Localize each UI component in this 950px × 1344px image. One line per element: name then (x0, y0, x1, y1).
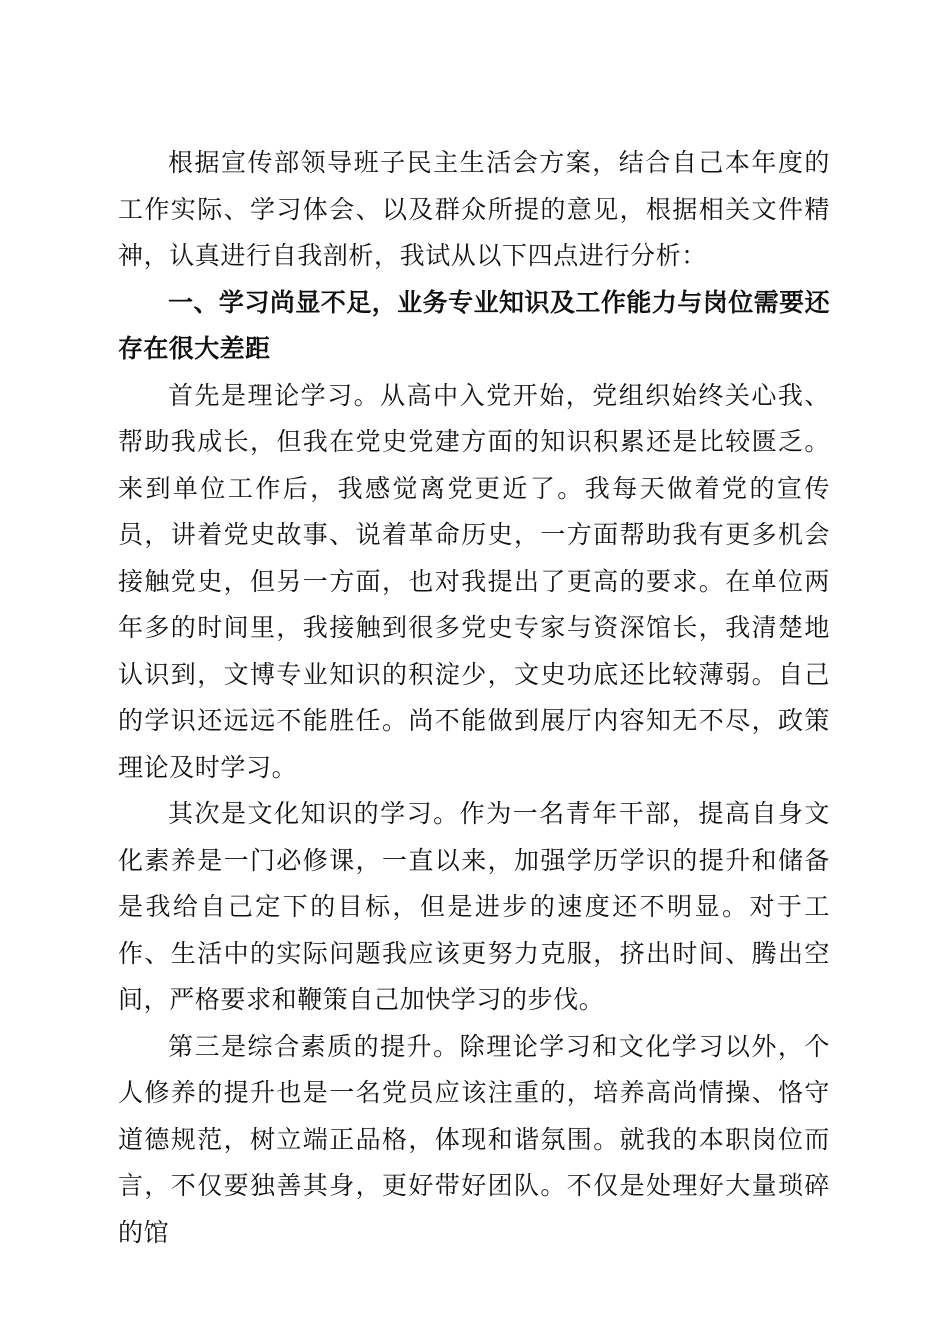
section-heading-1: 一、学习尚显不足，业务专业知识及工作能力与岗位需要还存在很大差距 (118, 287, 830, 363)
theory-study-paragraph: 首先是理论学习。从高中入党开始，党组织始终关心我、帮助我成长，但我在党史党建方面的知识积累还是比较匮乏。来到单位工作后，我感觉离党更近了。我每天做着党的宣传员，讲着党史故事、说着革命历史，一方面帮助我有更多机会接触党史，但另一方面，也对我提出了更高的要求。在单位两年多的时间里，我接触到很多党史专家与资深馆长，我清楚地认识到，文博专业知识的积淀少，文史功底还比较薄弱。自己的学识还远远不能胜任。尚不能做到展厅内容知无不尽，政策理论及时学习。 (118, 380, 830, 782)
culture-study-paragraph: 其次是文化知识的学习。作为一名青年干部，提高自身文化素养是一门必修课，一直以来，加强学历学识的提升和储备是我给自己定下的目标，但是进步的速度还不明显。对于工作、生活中的实际问题我应该更努力克服，挤出时间、腾出空间，严格要求和鞭策自己加快学习的步伐。 (118, 799, 830, 1014)
intro-paragraph: 根据宣传部领导班子民主生活会方案，结合自己本年度的工作实际、学习体会、以及群众所提的意见，根据相关文件精神，认真进行自我剖析，我试从以下四点进行分析： (118, 148, 830, 270)
document-body (118, 140, 830, 1256)
quality-improvement-paragraph: 第三是综合素质的提升。除理论学习和文化学习以外，个人修养的提升也是一名党员应该注重的，培养高尚情操、恪守道德规范，树立端正品格，体现和谐氛围。就我的本职岗位而言，不仅要独善其身，更好带好团队。不仅是处理好大量琐碎的馆 (118, 1031, 830, 1247)
